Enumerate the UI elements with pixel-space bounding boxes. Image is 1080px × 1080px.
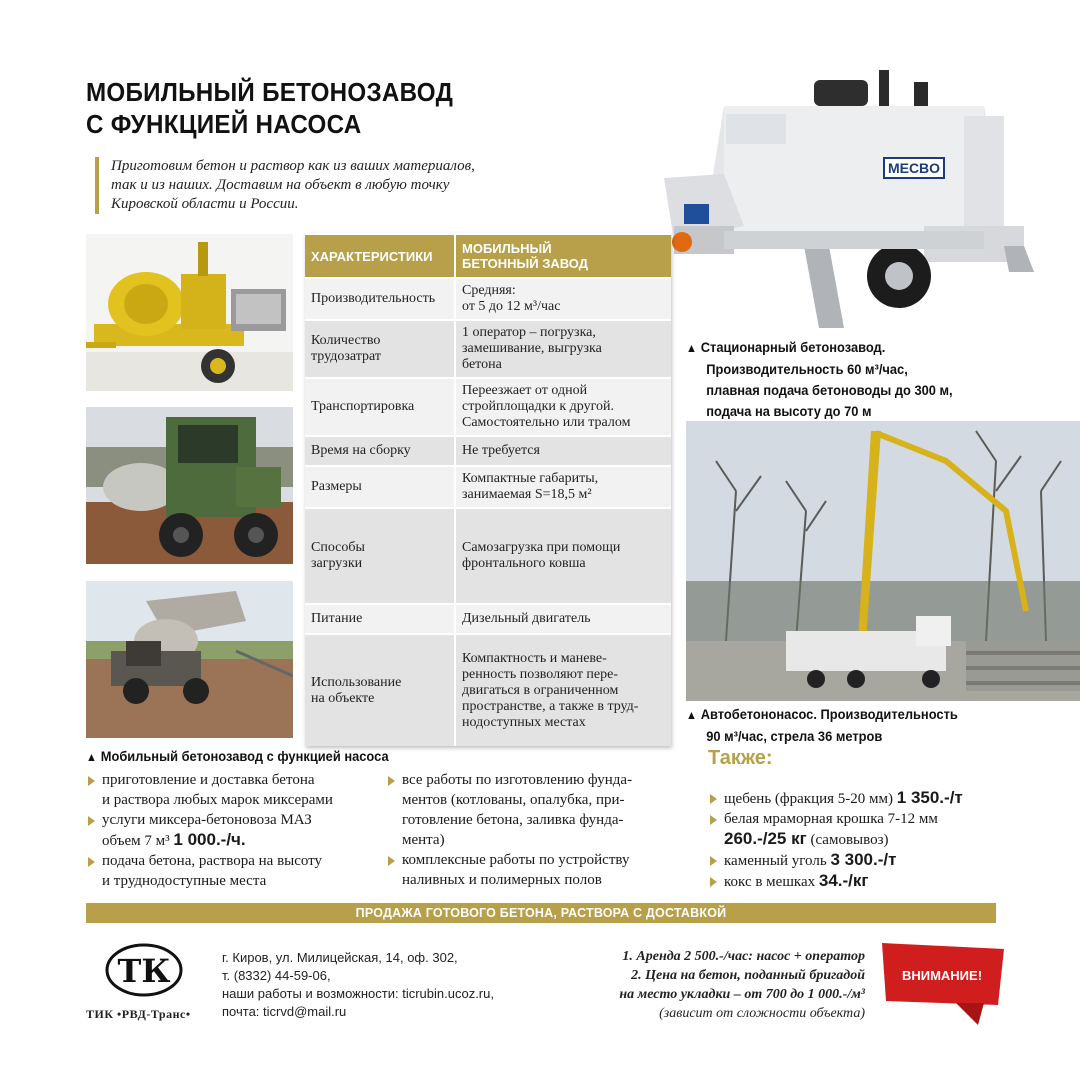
chevron-up-icon: ▲: [86, 750, 97, 764]
photo-mixer-field: [86, 581, 293, 738]
chevron-up-icon: ▲: [686, 341, 697, 355]
cell-line: Время на сборку: [311, 443, 411, 458]
cell-line: Компактные габариты,: [462, 471, 599, 486]
caption-boom-pump: [686, 704, 990, 747]
spec-value-cell: [455, 378, 671, 436]
item-line: приготовление и доставка бетона: [102, 772, 315, 788]
address: г. Киров, ул. Милицейская, 14, оф. 302,: [222, 950, 458, 965]
list-item: [86, 810, 386, 851]
photo-self-loading-mixer: [86, 407, 293, 564]
spec-name-cell: [305, 320, 455, 378]
cell-line: бетона: [462, 357, 502, 372]
intro-line: так и из наших. Доставим на объект в любую точку: [111, 177, 450, 193]
intro-line: Кировской области и России.: [111, 196, 299, 212]
intro-line: Приготовим бетон и раствор как из ваших материалов,: [111, 158, 475, 174]
spec-value-cell: [455, 320, 671, 378]
contacts-block: [222, 949, 542, 1021]
table-row: [305, 436, 671, 466]
company-name: ТИК •РВД-Транс•: [86, 1007, 191, 1021]
list-item: [708, 788, 1038, 809]
rent-line: 1. Аренда 2 500.-/час: насос + оператор: [622, 949, 865, 964]
cell-line: ренность позволяют пере-: [462, 666, 619, 682]
rent-line: на место укладки – от 700 до 1 000.-/м³: [619, 987, 865, 1002]
cell-line: Использование: [311, 674, 402, 690]
website-link[interactable]: наши работы и возможности: ticrubin.ucoz.ru,: [222, 986, 494, 1001]
cell-line: на объекте: [311, 690, 375, 706]
item-line: и раствора любых марок миксерами: [102, 792, 333, 808]
table-row: [305, 320, 671, 378]
cell-line: Компактность и маневе-: [462, 650, 607, 666]
cell-line: Переезжает от одной: [462, 383, 588, 398]
spec-name-cell: [305, 634, 455, 746]
also-heading: Также:: [708, 747, 773, 769]
rent-info: [545, 947, 865, 1023]
list-item: [386, 850, 686, 890]
list-item: [86, 851, 386, 891]
attention-text: ВНИМАНИЕ!: [901, 968, 983, 983]
item-line: каменный уголь: [724, 853, 827, 869]
spec-value-cell: [455, 466, 671, 508]
price: 34.-/кг: [818, 871, 869, 890]
item-line: ментов (котлованы, опалубка, при-: [402, 792, 625, 808]
cell-line: Количество: [311, 333, 381, 348]
caption-line: подача на высоту до 70 м: [706, 403, 872, 419]
spec-value-cell: [455, 634, 671, 746]
cell-line: загрузки: [311, 556, 363, 571]
sale-banner: ПРОДАЖА ГОТОВОГО БЕТОНА, РАСТВОРА С ДОСТАВКОЙ: [86, 903, 996, 923]
list-item: [708, 850, 1038, 871]
cell-line: Самозагрузка при помощи: [462, 540, 621, 555]
spec-table: [305, 233, 671, 746]
cell-line: Самостоятельно или тралом: [462, 415, 631, 430]
title-line: С ФУНКЦИЕЙ НАСОСА: [86, 109, 362, 139]
page-title: [86, 76, 570, 140]
services-left-list: [86, 770, 386, 891]
title-line: МОБИЛЬНЫЙ БЕТОНОЗАВОД: [86, 77, 454, 107]
spec-name-cell: [305, 436, 455, 466]
list-item: [386, 770, 686, 850]
cell-line: трудозатрат: [311, 349, 381, 364]
photo-mobile-plant: [86, 234, 293, 391]
table-row: [305, 378, 671, 436]
company-logo: [104, 942, 184, 998]
pump-brand-label: MECBO: [887, 160, 941, 176]
list-item: [86, 770, 386, 810]
spec-value-cell: [455, 508, 671, 604]
caption-line: Автобетононасос. Производительность: [700, 706, 958, 722]
logo-letters: ТК: [117, 952, 171, 990]
caption-line: Мобильный бетонозавод с функцией насоса: [100, 748, 389, 764]
spec-value-cell: [455, 278, 671, 320]
caption-line: 90 м³/час, стрела 36 метров: [706, 728, 883, 744]
item-line: готовление бетона, заливка фунда-: [402, 812, 624, 828]
table-header-characteristics: ХАРАКТЕРИСТИКИ: [305, 234, 455, 278]
item-line: комплексные работы по устройству: [402, 852, 630, 868]
cell-line: двигаться в ограниченном: [462, 682, 619, 698]
cell-line: Дизельный двигатель: [462, 611, 591, 626]
caption-stationary-plant: [686, 337, 990, 422]
table-row: [305, 466, 671, 508]
item-line: и труднодоступные места: [102, 873, 267, 889]
cell-line: нодоступных местах: [462, 714, 586, 730]
caption-line: плавная подача бетоноводы до 300 м,: [706, 382, 953, 398]
header-line: МОБИЛЬНЫЙ: [462, 241, 552, 256]
item-line: все работы по изготовлению фунда-: [402, 772, 633, 788]
attention-badge: [880, 943, 1004, 1027]
table-row: [305, 634, 671, 746]
cell-line: Не требуется: [462, 443, 540, 458]
cell-line: занимаемая S=18,5 м²: [462, 487, 592, 502]
chevron-up-icon: ▲: [686, 708, 697, 722]
spec-name-cell: [305, 604, 455, 634]
email-link[interactable]: почта: ticrvd@mail.ru: [222, 1004, 347, 1019]
services-mid-list: [386, 770, 686, 890]
caption-line: Стационарный бетонозавод.: [700, 339, 886, 355]
caption-mobile-plant: [86, 746, 454, 768]
rent-line: 2. Цена на бетон, поданный бригадой: [631, 968, 865, 983]
spec-name-cell: [305, 466, 455, 508]
list-item: [708, 809, 1038, 850]
cell-line: Производительность: [311, 291, 436, 306]
rent-line: (зависит от сложности объекта): [659, 1006, 865, 1021]
list-item: [708, 871, 1038, 892]
cell-line: от 5 до 12 м³/час: [462, 299, 561, 314]
item-line: щебень (фракция 5-20 мм): [724, 791, 894, 807]
cell-line: Размеры: [311, 479, 362, 494]
price: 3 300.-/т: [830, 850, 897, 869]
header-line: БЕТОННЫЙ ЗАВОД: [462, 256, 589, 271]
caption-line: Производительность 60 м³/час,: [706, 361, 908, 377]
table-row: [305, 508, 671, 604]
phone: т. (8332) 44-59-06,: [222, 968, 331, 983]
spec-name-cell: [305, 378, 455, 436]
item-line: подача бетона, раствора на высоту: [102, 853, 323, 869]
price: 260.-/25 кг: [724, 829, 807, 848]
cell-line: Способы: [311, 540, 365, 555]
spec-name-cell: [305, 278, 455, 320]
item-line: белая мраморная крошка 7-12 мм: [724, 811, 938, 827]
price: 1 350.-/т: [896, 788, 963, 807]
cell-line: фронтального ковша: [462, 556, 586, 571]
price: 1 000.-/ч.: [173, 830, 246, 849]
table-header-mobile-plant: [455, 234, 671, 278]
cell-line: замешивание, выгрузка: [462, 341, 602, 356]
cell-line: Средняя:: [462, 283, 516, 298]
spec-name-cell: [305, 508, 455, 604]
item-suffix: (самовывоз): [810, 832, 889, 848]
cell-line: Транспортировка: [311, 399, 415, 414]
cell-line: стройплощадки к другой.: [462, 399, 615, 414]
photo-boom-pump: [686, 421, 1080, 701]
item-line: мента): [402, 832, 445, 848]
item-line: кокс в мешках: [724, 874, 816, 890]
table-row: [305, 604, 671, 634]
intro-text: [95, 157, 615, 214]
cell-line: 1 оператор – погрузка,: [462, 325, 596, 340]
photo-stationary-pump: [664, 66, 1040, 332]
spec-value-cell: [455, 436, 671, 466]
spec-value-cell: [455, 604, 671, 634]
item-line: услуги миксера-бетоновоза МАЗ: [102, 812, 312, 828]
cell-line: пространстве, а также в труд-: [462, 698, 639, 714]
item-line: объем 7 м³: [102, 833, 170, 849]
table-row: [305, 278, 671, 320]
item-line: наливных и полимерных полов: [402, 872, 602, 888]
cell-line: Питание: [311, 611, 363, 626]
also-list: [708, 788, 1038, 892]
